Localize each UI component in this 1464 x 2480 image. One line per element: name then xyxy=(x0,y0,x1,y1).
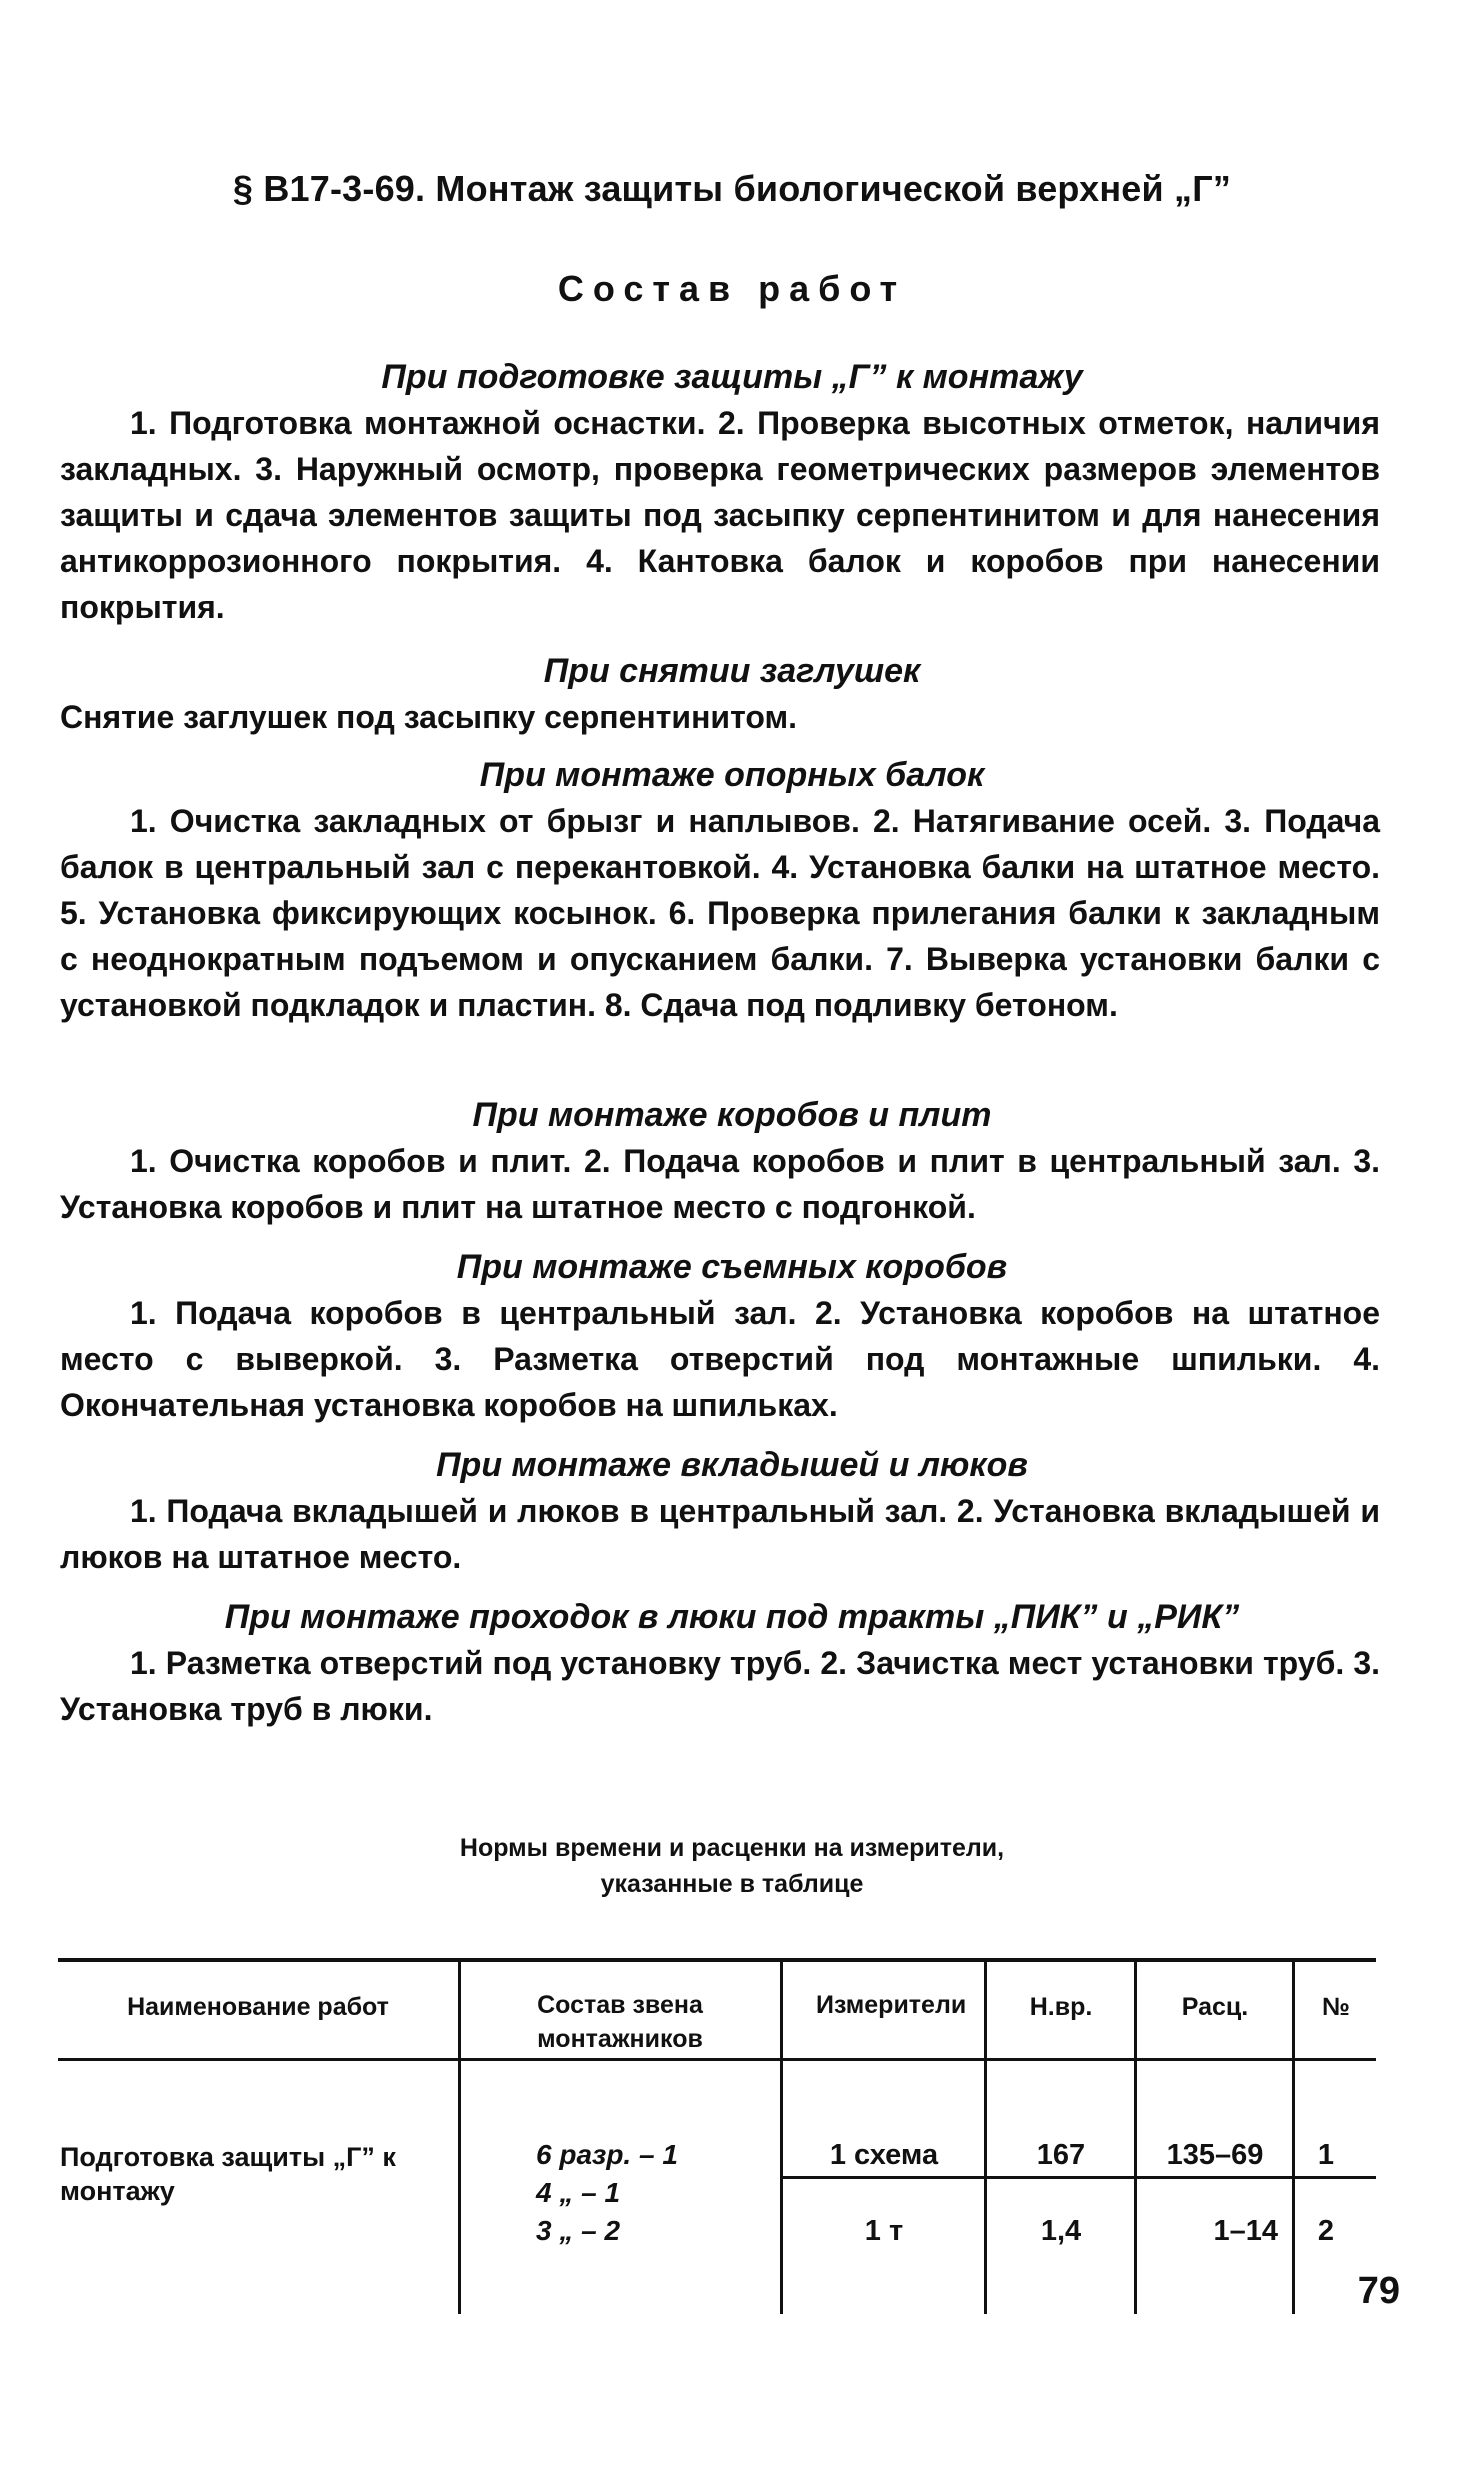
row-1-number: 1 xyxy=(1317,2139,1335,2171)
cell-crew-line-1: 6 разр. – 1 xyxy=(536,2139,678,2170)
row-1-unit: 1 схема xyxy=(829,2139,939,2171)
table-col-divider-4 xyxy=(1134,1960,1137,2314)
table-row-divider xyxy=(780,2176,1376,2179)
section-text-removable-boxes: 1. Подача коробов в центральный зал. 2. Установка коробов на штатное место с выверкой. 3. Разметка отверстий под монтажные шпильки. 4. Окончательная установка коробов на шпильках. xyxy=(60,1295,1380,1423)
cell-crew-line-3: 3 „ – 2 xyxy=(536,2215,621,2246)
section-text-inserts-hatches: 1. Подача вкладышей и люков в центральный зал. 2. Установка вкладышей и люков на штатное место. xyxy=(60,1493,1380,1575)
section-title-preparation: При подготовке защиты „Г” к монтажу xyxy=(381,358,1083,396)
section-heading: § В17-3-69. Монтаж защиты биологической верхней „Г” xyxy=(232,168,1232,209)
section-title-boxes-plates: При монтаже коробов и плит xyxy=(472,1096,992,1134)
row-1-time-norm: 167 xyxy=(1036,2139,1086,2171)
section-text-passages: 1. Разметка отверстий под установку труб. 2. Зачистка мест установки труб. 3. Установка труб в люки. xyxy=(60,1645,1380,1727)
row-2-time-norm: 1,4 xyxy=(1040,2215,1082,2247)
header-rate: Расц. xyxy=(1181,1993,1249,2021)
table-col-divider-1 xyxy=(458,1960,461,2314)
section-title-removable-boxes: При монтаже съемных коробов xyxy=(456,1248,1008,1286)
norms-title-line-1: Нормы времени и расценки на измерители, xyxy=(459,1834,1005,1862)
cell-crew-line-2: 4 „ – 1 xyxy=(536,2177,621,2208)
page-number: 79 xyxy=(1357,2270,1400,2312)
header-time-norm: Н.вр. xyxy=(1029,1993,1093,2021)
section-text-preparation: 1. Подготовка монтажной оснастки. 2. Проверка высотных отметок, наличия закладных. 3. Наружный осмотр, проверка геометрических размеров элементов защиты и сдача элементов защиты под засыпку серпентинитом и для нанесения антикоррозионного покрытия. 4. Кантовка балок и коробов при нанесении покрытия. xyxy=(60,405,1380,625)
work-composition-heading: Состав работ xyxy=(557,268,907,309)
row-2-unit: 1 т xyxy=(864,2215,904,2247)
table-top-rule xyxy=(58,1958,1376,1962)
table-col-divider-2 xyxy=(780,1960,783,2314)
section-text-boxes-plates: 1. Очистка коробов и плит. 2. Подача коробов и плит в центральный зал. 3. Установка коробов и плит на штатное место с подгонкой. xyxy=(60,1143,1380,1225)
section-text-support-beams: 1. Очистка закладных от брызг и наплывов. 2. Натягивание осей. 3. Подача балок в центральный зал с перекантовкой. 4. Установка балки на штатное место. 5. Установка фиксирующих косынок. 6. Проверка прилегания балки к закладным с неоднократным подъемом и опусканием балки. 7. Выверка установки балки с установкой подкладок и пластин. 8. Сдача под подливку бетоном. xyxy=(60,803,1380,1023)
norms-title-line-2: указанные в таблице xyxy=(600,1870,864,1898)
cell-work-name: Подготовка защиты „Г” к монтажу xyxy=(60,2142,396,2206)
table-header-rule xyxy=(58,2058,1376,2061)
header-unit: Измерители xyxy=(816,1991,967,2019)
section-title-passages: При монтаже проходок в люки под тракты „ПИК” и „РИК” xyxy=(224,1598,1240,1636)
header-work-name: Наименование работ xyxy=(127,1993,389,2021)
table-col-divider-5 xyxy=(1292,1960,1295,2314)
row-1-rate: 135–69 xyxy=(1166,2139,1264,2171)
section-title-inserts-hatches: При монтаже вкладышей и люков xyxy=(436,1446,1028,1484)
row-2-rate: 1–14 xyxy=(1213,2215,1278,2247)
header-number: № xyxy=(1322,1993,1350,2021)
row-2-number: 2 xyxy=(1317,2215,1335,2247)
section-title-plugs: При снятии заглушек xyxy=(543,652,921,690)
section-title-support-beams: При монтаже опорных балок xyxy=(479,756,985,794)
table-col-divider-3 xyxy=(984,1960,987,2314)
header-crew: Состав звена монтажников xyxy=(537,1991,703,2053)
section-text-plugs: Снятие заглушек под засыпку серпентинитом. xyxy=(60,699,797,735)
